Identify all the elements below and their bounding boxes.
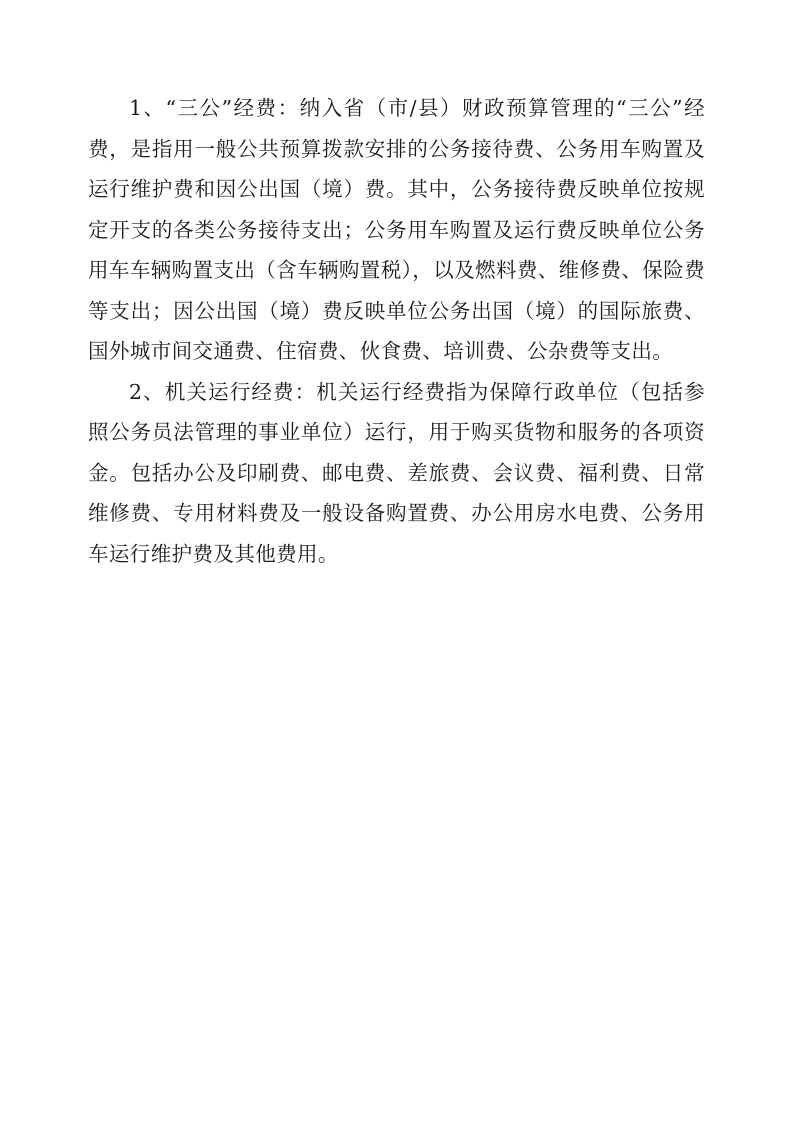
document-body	[88, 88, 705, 574]
paragraph-san-gong-jing-fei: 1、“三公”经费：纳入省（市/县）财政预算管理的“三公”经费，是指用一般公共预算拨款安排的公务接待费、公务用车购置及运行维护费和因公出国（境）费。其中，公务接待费反映单位按规定开支的各类公务接待支出；公务用车购置及运行费反映单位公务用车车辆购置支出（含车辆购置税），以及燃料费、维修费、保险费等支出；因公出国（境）费反映单位公务出国（境）的国际旅费、国外城市间交通费、住宿费、伙食费、培训费、公杂费等支出。	[88, 96, 705, 363]
paragraph-ji-guan-yun-xing-jing-fei: 2、机关运行经费：机关运行经费指为保障行政单位（包括参照公务员法管理的事业单位）运行，用于购买货物和服务的各项资金。包括办公及印刷费、邮电费、差旅费、会议费、福利费、日常维修费、专用材料费及一般设备购置费、办公用房水电费、公务用车运行维护费及其他费用。	[88, 379, 705, 566]
